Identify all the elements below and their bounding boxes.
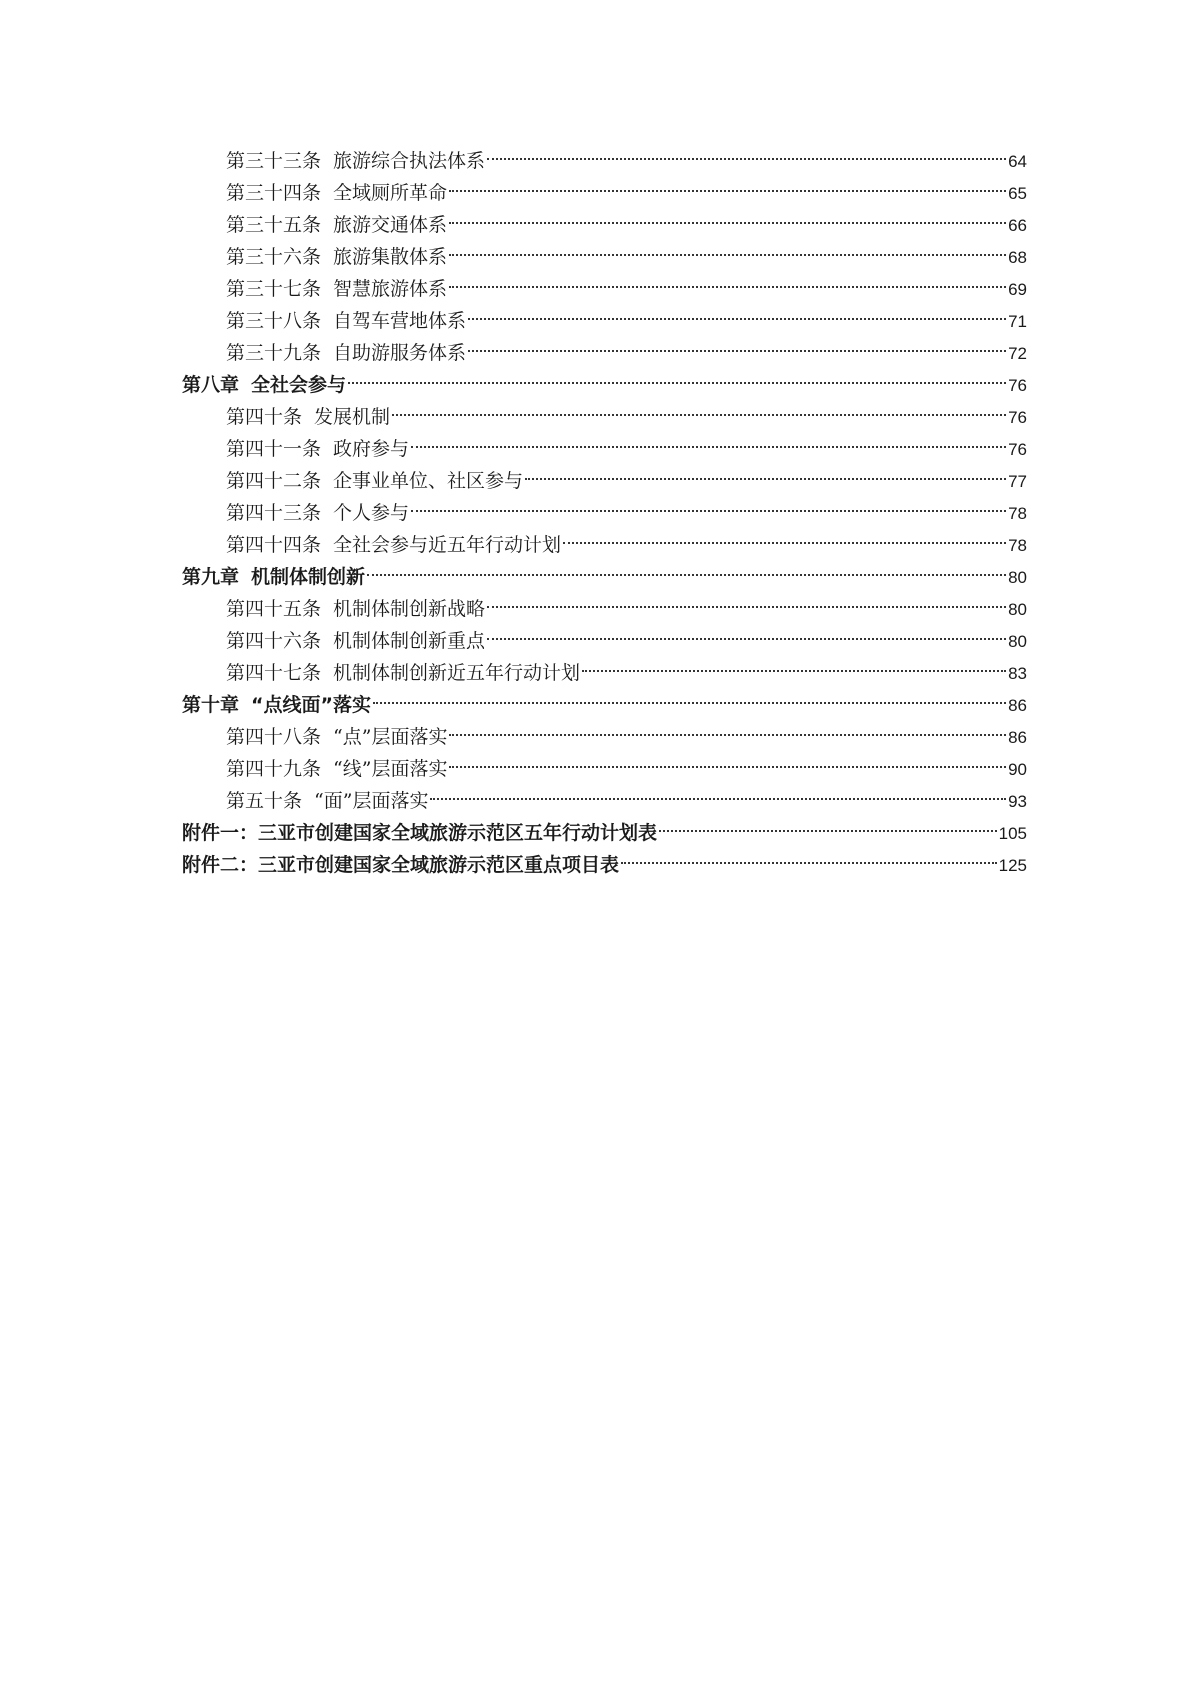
toc-entry-title — [226, 753, 447, 785]
toc-entry-title — [226, 177, 447, 209]
toc-article-entry[interactable] — [182, 657, 1027, 689]
toc-entry-number: 第四十八条 — [226, 726, 322, 748]
toc-dot-leader — [411, 510, 1006, 512]
toc-entry-number: 第四十五条 — [226, 598, 322, 620]
toc-dot-leader — [582, 670, 1006, 672]
toc-entry-page: 125 — [998, 856, 1027, 875]
toc-article-entry[interactable] — [182, 433, 1027, 465]
toc-article-entry[interactable] — [182, 209, 1027, 241]
toc-article-entry[interactable] — [182, 177, 1027, 209]
toc-entry-page: 77 — [1008, 472, 1027, 491]
toc-article-entry[interactable] — [182, 305, 1027, 337]
toc-entry-title — [182, 561, 365, 593]
toc-entry-text: “面”层面落实 — [314, 790, 429, 812]
toc-entry-title — [226, 657, 580, 689]
toc-entry-page: 64 — [1008, 152, 1027, 171]
toc-entry-text: 个人参与 — [333, 502, 410, 524]
toc-dot-leader — [449, 766, 1006, 768]
toc-entry-text: 旅游综合执法体系 — [333, 150, 486, 172]
toc-entry-title — [226, 529, 561, 561]
toc-entry-page: 80 — [1008, 632, 1027, 651]
toc-dot-leader — [449, 734, 1006, 736]
toc-entry-number: 第四十一条 — [226, 438, 322, 460]
toc-entry-title — [226, 785, 428, 817]
toc-entry-page: 93 — [1008, 792, 1027, 811]
toc-entry-page: 83 — [1008, 664, 1027, 683]
toc-entry-title — [226, 593, 485, 625]
toc-article-entry[interactable] — [182, 785, 1027, 817]
toc-dot-leader — [468, 318, 1006, 320]
toc-entry-text: 全社会参与近五年行动计划 — [333, 534, 562, 556]
toc-entry-number: 第八章 — [182, 374, 240, 396]
toc-dot-leader — [563, 542, 1006, 544]
toc-dot-leader — [411, 446, 1006, 448]
toc-entry-number: 第三十五条 — [226, 214, 322, 236]
toc-dot-leader — [449, 190, 1006, 192]
toc-entry-number: 第五十条 — [226, 790, 303, 812]
toc-dot-leader — [659, 830, 997, 832]
toc-entry-title — [226, 305, 466, 337]
toc-entry-text: 智慧旅游体系 — [333, 278, 448, 300]
table-of-contents — [182, 145, 1027, 881]
toc-entry-number: 第四十二条 — [226, 470, 322, 492]
toc-entry-page: 76 — [1008, 440, 1027, 459]
toc-entry-page: 86 — [1008, 696, 1027, 715]
toc-entry-page: 78 — [1008, 536, 1027, 555]
toc-entry-text: 三亚市创建国家全域旅游示范区五年行动计划表 — [258, 822, 658, 844]
toc-entry-title — [226, 241, 447, 273]
toc-entry-title — [226, 465, 523, 497]
toc-article-entry[interactable] — [182, 465, 1027, 497]
toc-entry-page: 72 — [1008, 344, 1027, 363]
toc-chapter-entry[interactable] — [182, 849, 1027, 881]
toc-entry-text: 政府参与 — [333, 438, 410, 460]
toc-entry-text: 全社会参与 — [251, 374, 347, 396]
toc-entry-page: 76 — [1008, 376, 1027, 395]
toc-article-entry[interactable] — [182, 721, 1027, 753]
toc-chapter-entry[interactable] — [182, 369, 1027, 401]
toc-entry-number: 第十章 — [182, 694, 240, 716]
toc-entry-page: 80 — [1008, 568, 1027, 587]
toc-dot-leader — [373, 702, 1006, 704]
toc-entry-page: 68 — [1008, 248, 1027, 267]
toc-entry-text: 企事业单位、社区参与 — [333, 470, 524, 492]
toc-entry-number: 第四十三条 — [226, 502, 322, 524]
toc-entry-number: 第三十七条 — [226, 278, 322, 300]
toc-entry-number: 第四十九条 — [226, 758, 322, 780]
toc-dot-leader — [525, 478, 1006, 480]
toc-entry-title — [226, 145, 485, 177]
toc-article-entry[interactable] — [182, 529, 1027, 561]
toc-entry-page: 78 — [1008, 504, 1027, 523]
toc-article-entry[interactable] — [182, 145, 1027, 177]
toc-dot-leader — [621, 862, 997, 864]
toc-entry-number: 附件一： — [182, 822, 259, 844]
toc-entry-number: 第三十六条 — [226, 246, 322, 268]
toc-entry-page: 86 — [1008, 728, 1027, 747]
toc-entry-title — [226, 337, 466, 369]
toc-entry-page: 66 — [1008, 216, 1027, 235]
toc-entry-text: 旅游交通体系 — [333, 214, 448, 236]
toc-dot-leader — [487, 606, 1006, 608]
toc-article-entry[interactable] — [182, 241, 1027, 273]
toc-article-entry[interactable] — [182, 401, 1027, 433]
toc-entry-text: 机制体制创新战略 — [333, 598, 486, 620]
toc-entry-text: 机制体制创新重点 — [333, 630, 486, 652]
toc-dot-leader — [367, 574, 1006, 576]
toc-dot-leader — [449, 286, 1006, 288]
toc-entry-title — [226, 401, 390, 433]
toc-article-entry[interactable] — [182, 593, 1027, 625]
toc-entry-text: 发展机制 — [314, 406, 391, 428]
toc-entry-number: 第四十条 — [226, 406, 303, 428]
toc-dot-leader — [449, 222, 1006, 224]
toc-chapter-entry[interactable] — [182, 689, 1027, 721]
toc-entry-text: 机制体制创新 — [251, 566, 366, 588]
toc-chapter-entry[interactable] — [182, 561, 1027, 593]
toc-dot-leader — [487, 638, 1006, 640]
toc-entry-title — [226, 721, 447, 753]
toc-entry-number: 第四十六条 — [226, 630, 322, 652]
toc-article-entry[interactable] — [182, 497, 1027, 529]
toc-chapter-entry[interactable] — [182, 817, 1027, 849]
toc-entry-title — [226, 497, 409, 529]
toc-entry-text: 三亚市创建国家全域旅游示范区重点项目表 — [258, 854, 620, 876]
toc-entry-title — [226, 433, 409, 465]
toc-entry-title — [226, 273, 447, 305]
toc-entry-number: 第九章 — [182, 566, 240, 588]
toc-dot-leader — [449, 254, 1006, 256]
toc-article-entry[interactable] — [182, 337, 1027, 369]
toc-entry-text: 自驾车营地体系 — [333, 310, 467, 332]
toc-entry-title — [182, 689, 371, 721]
toc-entry-page: 105 — [998, 824, 1027, 843]
toc-entry-page: 71 — [1008, 312, 1027, 331]
toc-entry-title — [226, 625, 485, 657]
toc-entry-title — [226, 209, 447, 241]
toc-article-entry[interactable] — [182, 625, 1027, 657]
toc-entry-text: 自助游服务体系 — [333, 342, 467, 364]
toc-entry-text: 机制体制创新近五年行动计划 — [333, 662, 581, 684]
toc-entry-number: 附件二： — [182, 854, 259, 876]
toc-entry-number: 第四十七条 — [226, 662, 322, 684]
toc-entry-title — [182, 369, 346, 401]
toc-dot-leader — [487, 158, 1006, 160]
toc-dot-leader — [392, 414, 1006, 416]
toc-entry-text: 全域厕所革命 — [333, 182, 448, 204]
toc-entry-number: 第三十八条 — [226, 310, 322, 332]
toc-dot-leader — [468, 350, 1006, 352]
toc-dot-leader — [348, 382, 1006, 384]
toc-article-entry[interactable] — [182, 753, 1027, 785]
toc-entry-number: 第三十四条 — [226, 182, 322, 204]
toc-entry-text: “线”层面落实 — [333, 758, 448, 780]
toc-article-entry[interactable] — [182, 273, 1027, 305]
toc-entry-page: 69 — [1008, 280, 1027, 299]
toc-entry-page: 80 — [1008, 600, 1027, 619]
toc-entry-title — [182, 817, 657, 849]
toc-entry-title — [182, 849, 619, 881]
toc-entry-page: 65 — [1008, 184, 1027, 203]
toc-entry-number: 第三十三条 — [226, 150, 322, 172]
toc-entry-page: 76 — [1008, 408, 1027, 427]
toc-entry-number: 第四十四条 — [226, 534, 322, 556]
toc-entry-text: “点”层面落实 — [333, 726, 448, 748]
toc-dot-leader — [430, 798, 1006, 800]
toc-entry-number: 第三十九条 — [226, 342, 322, 364]
toc-entry-text: “点线面”落实 — [251, 694, 371, 716]
toc-entry-page: 90 — [1008, 760, 1027, 779]
toc-entry-text: 旅游集散体系 — [333, 246, 448, 268]
